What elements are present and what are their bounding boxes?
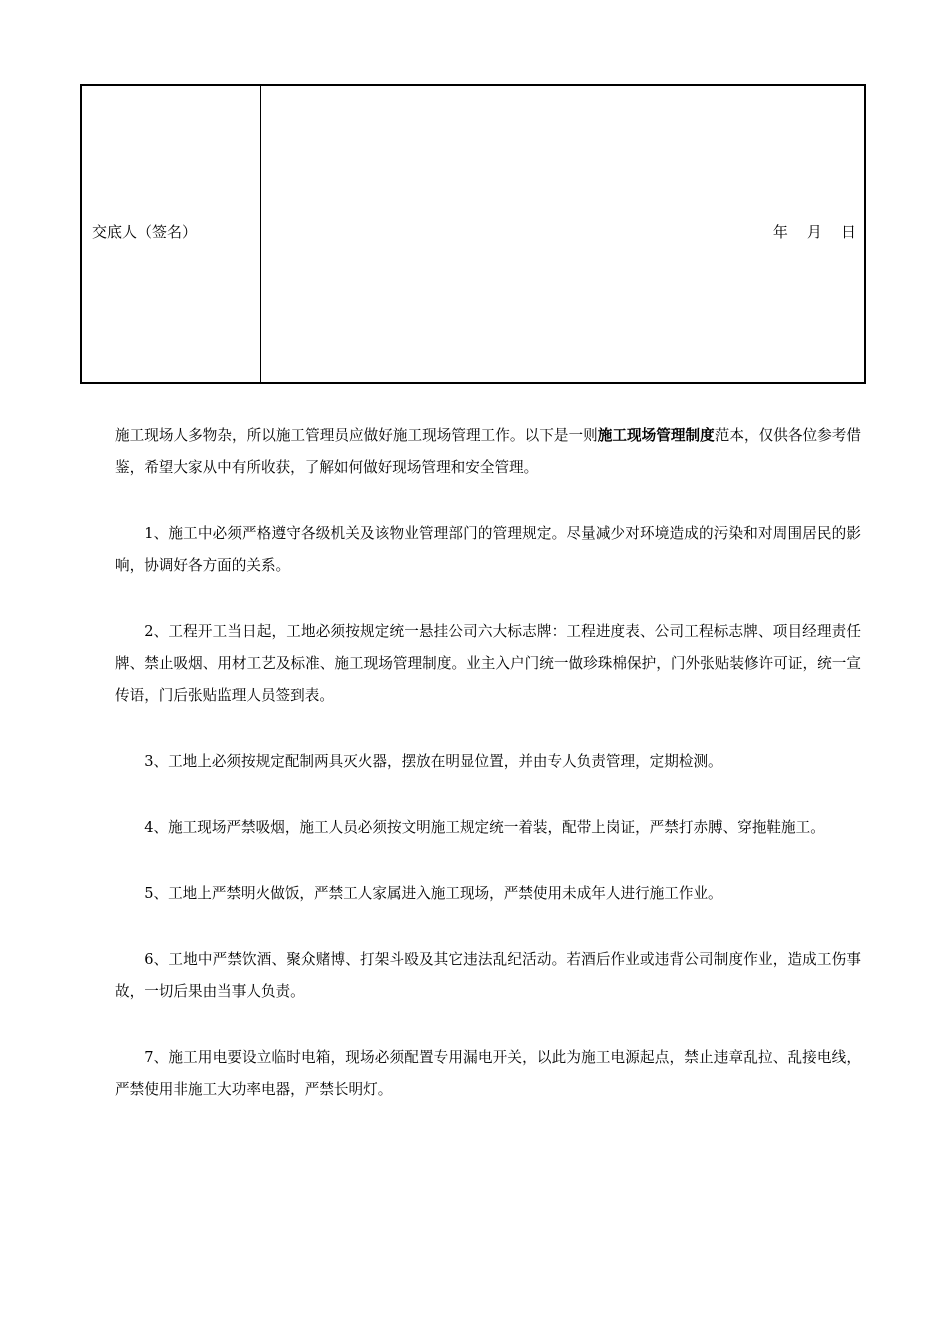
- rule-item-2: 2、工程开工当日起，工地必须按规定统一悬挂公司六大标志牌：工程进度表、公司工程标志牌、项目经理责任牌、禁止吸烟、用材工艺及标准、施工现场管理制度。业主入户门统一做珍珠棉保护，门外张贴装修许可证，统一宣传语，门后张贴监理人员签到表。: [115, 623, 861, 704]
- signer-label: 交底人（签名）: [92, 223, 198, 241]
- intro-text-after: 范本，仅供各位参考借鉴，希望大家从中有所收获，了解如何做好现场管理和安全管理。: [115, 427, 861, 476]
- intro-bold-title: 施工现场管理制度: [597, 427, 715, 444]
- rule-item-5: 5、工地上严禁明火做饭，严禁工人家属进入施工现场，严禁使用未成年人进行施工作业。: [144, 885, 723, 902]
- rule-item-7: 7、施工用电要设立临时电箱，现场必须配置专用漏电开关，以此为施工电源起点，禁止违章乱拉、乱接电线，严禁使用非施工大功率电器，严禁长明灯。: [115, 1049, 861, 1098]
- intro-text-before: 施工现场人多物杂，所以施工管理员应做好施工现场管理工作。以下是一则: [115, 427, 598, 444]
- rule-item-1: 1、施工中必须严格遵守各级机关及该物业管理部门的管理规定。尽量减少对环境造成的污染和对周围居民的影响，协调好各方面的关系。: [115, 525, 861, 574]
- rule-item-4: 4、施工现场严禁吸烟，施工人员必须按文明施工规定统一着装，配带上岗证，严禁打赤膊、穿拖鞋施工。: [144, 819, 825, 836]
- signature-table: [80, 84, 866, 384]
- signature-date: 年 月 日: [772, 223, 856, 241]
- table-divider: [260, 86, 261, 382]
- rule-item-6: 6、工地中严禁饮酒、聚众赌博、打架斗殴及其它违法乱纪活动。若酒后作业或违背公司制度作业，造成工伤事故，一切后果由当事人负责。: [115, 951, 861, 1000]
- document-body: [115, 420, 861, 1140]
- intro-paragraph: [115, 420, 861, 484]
- rule-item-3: 3、工地上必须按规定配制两具灭火器，摆放在明显位置，并由专人负责管理，定期检测。: [144, 753, 723, 770]
